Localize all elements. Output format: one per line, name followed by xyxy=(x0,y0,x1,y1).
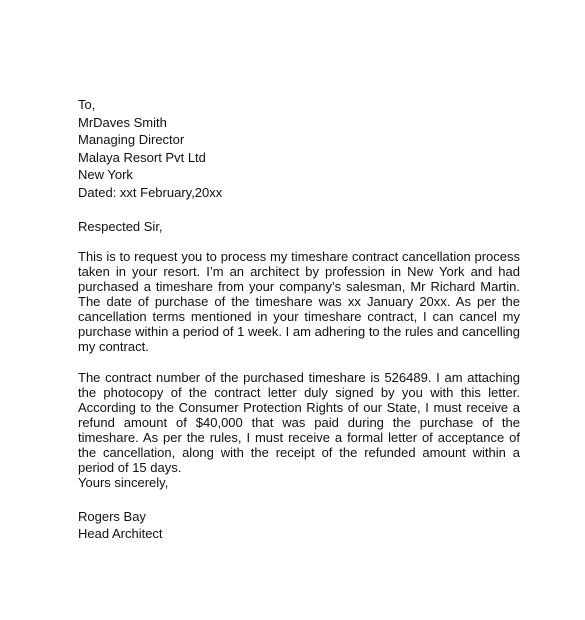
body-paragraph-1: This is to request you to process my timeshare contract cancellation process taken in your resort. I’m an architect by profession in New York and had purchased a timeshare from your company’s salesman, Mr Richard Martin. The date of purchase of the timeshare was xx January 20xx. As per the cancellation terms mentioned in your timeshare contract, I can cancel my purchase within a period of 1 week. I am adhering to the rules and cancelling my contract. xyxy=(78,249,520,354)
recipient-to-line: To, xyxy=(78,97,96,112)
recipient-title: Managing Director xyxy=(78,132,185,147)
signer-title: Head Architect xyxy=(78,526,163,541)
letter-body xyxy=(78,96,520,542)
signer-name: Rogers Bay xyxy=(78,509,146,524)
closing-line: Yours sincerely, xyxy=(78,475,169,490)
letter-date: Dated: xxt February,20xx xyxy=(78,184,223,200)
recipient-city: New York xyxy=(78,167,133,182)
salutation: Respected Sir, xyxy=(78,219,163,234)
recipient-address-block xyxy=(78,96,520,201)
signature-block xyxy=(78,508,520,542)
body-paragraph-2: The contract number of the purchased timeshare is 526489. I am attaching the photocopy of the contract letter duly signed by you with this letter. According to the Consumer Protection Rights of our State, I must receive a refund amount of $40,000 that was paid during the purchase of the timeshare. As per the rules, I must receive a formal letter of acceptance of the cancellation, along with the receipt of the refunded amount within a period of 15 days. xyxy=(78,370,520,475)
recipient-name: MrDaves Smith xyxy=(78,114,167,130)
recipient-company: Malaya Resort Pvt Ltd xyxy=(78,149,206,165)
